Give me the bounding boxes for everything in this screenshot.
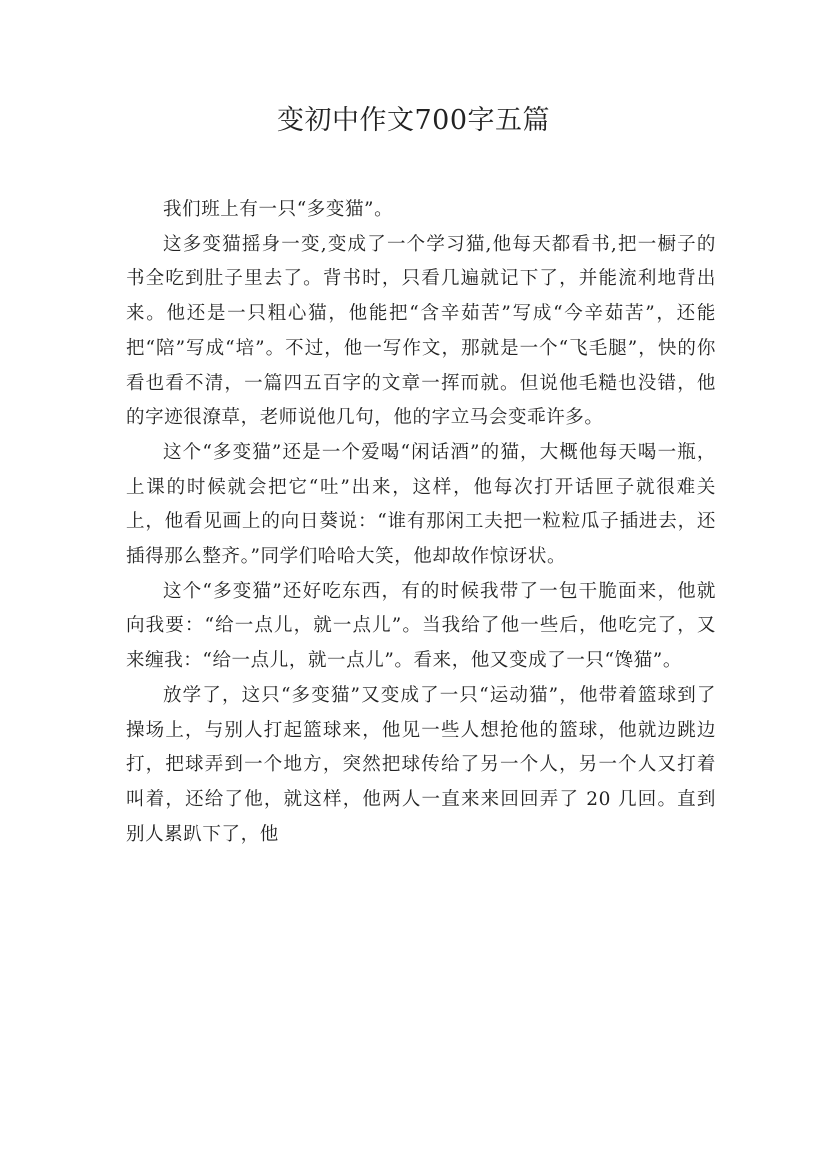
paragraph-5: 放学了，这只“多变猫”又变成了一只“运动猫”，他带着篮球到了操场上，与别人打起篮球来，他见一些人想抢他的篮球，他就边跳边打，把球弄到一个地方，突然把球传给了另一个人，另一个人又打着叫着，还给了他，就这样，他两人一直来来回回弄了 20 几回。直到别人累趴下了，他 <box>126 684 716 845</box>
paragraph-4: 这个“多变猫”还好吃东西，有的时候我带了一包干脆面来，他就向我要：“给一点儿，就一点儿”。当我给了他一些后，他吃完了，又来缠我：“给一点儿，就一点儿”。看来，他又变成了一只“馋猫”。 <box>126 580 716 672</box>
document-title: 变初中作文700字五篇 <box>276 105 551 136</box>
paragraph-2: 这多变猫摇身一变,变成了一个学习猫,他每天都看书,把一橱子的书全吃到肚子里去了。背书时，只看几遍就记下了，并能流利地背出来。他还是一只粗心猫，他能把“含辛茹苦”写成“今辛茹苦”，还能把“陪”写成“培”。不过，他一写作文，那就是一个“飞毛腿”，快的你看也看不清，一篇四五百字的文章一挥而就。但说他毛糙也没错，他的字迹很潦草，老师说他几句，他的字立马会变乖许多。 <box>126 233 716 429</box>
document-body <box>126 193 716 852</box>
paragraph-1: 我们班上有一只“多变猫”。 <box>163 199 394 220</box>
paragraph-3: 这个“多变猫”还是一个爱喝“闲话酒”的猫，大概他每天喝一瓶，上课的时候就会把它“吐”出来，这样，他每次打开话匣子就很难关上，他看见画上的向日葵说：“谁有那闲工夫把一粒粒瓜子插进去，还插得那么整齐。”同学们哈哈大笑，他却故作惊讶状。 <box>126 441 716 568</box>
